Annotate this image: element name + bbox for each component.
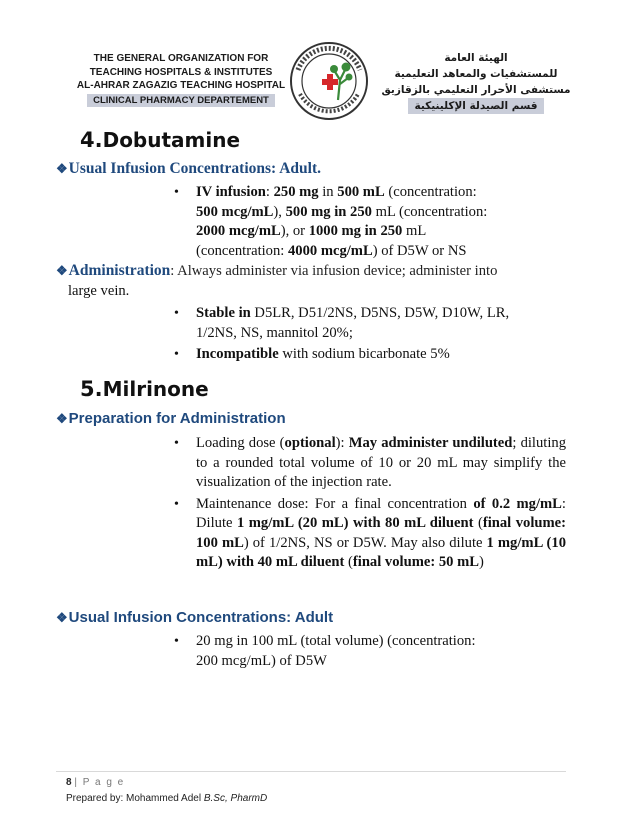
prepared-by: Prepared by: Mohammed Adel [66,793,204,804]
diamond-bullet-icon: ❖ [56,161,68,176]
list-item: • IV infusion: 250 mg in 500 mL (concentration: 500 mcg/mL), 500 mg in 250 mL (concentration: 2000 mcg/mL), or 1000 mg in 250 mL (concentration: 4000 mcg/mL) of D5W or NS [174,183,566,261]
drug-title-milrinone [80,377,209,401]
drug-name: Dobutamine [102,128,241,152]
arabic-line-1: الهيئة العامة [444,52,508,64]
arabic-line-2: للمستشفيات والمعاهد التعليمية [394,68,558,80]
heading-text: Usual Infusion Concentrations: Adult. [68,160,322,177]
list-item: • Stable in D5LR, D51/2NS, D5NS, D5W, D10W, LR, 1/2NS, NS, mannitol 20%; [174,304,566,343]
section-heading-preparation [56,410,286,427]
arabic-line-3: مستشفى الأحرار التعليمي بالزقازيق [381,84,571,96]
milrinone-preparation-list [174,434,566,575]
diamond-bullet-icon: ❖ [56,263,68,278]
footer-divider [56,771,566,772]
org-line-1: THE GENERAL ORGANIZATION FOR [93,53,269,64]
section-heading-infusion-concentrations [56,160,321,178]
department-label: CLINICAL PHARMACY DEPARTEMENT [87,94,275,108]
administration-text: : Always administer via infusion device; administer into [170,263,498,279]
page-number: 8 [66,777,72,788]
credentials: B.Sc, PharmD [203,793,268,804]
diamond-bullet-icon: ❖ [56,411,68,426]
list-item: • Loading dose (optional): May administer undiluted; diluting to a rounded total volume of 10 or 20 mL may simplify the visualization of the injection rate. [174,434,566,493]
list-item: • 20 mg in 100 mL (total volume) (concentration: 200 mcg/mL) of D5W [174,632,566,671]
hospital-logo [288,40,370,122]
header-arabic-name [378,50,574,114]
drug-number: 5. [80,377,103,401]
dobutamine-compatibility-list [174,304,566,367]
diamond-bullet-icon: ❖ [56,610,68,625]
heading-text: Usual Infusion Concentrations: Adult [68,609,334,626]
org-line-3: AL-AHRAR ZAGAZIG TEACHING HOSPITAL [76,80,286,91]
drug-title-dobutamine [80,128,240,152]
page-label: | P a g e [74,777,125,788]
org-line-2: TEACHING HOSPITALS & INSTITUTES [89,66,273,78]
drug-name: Milrinone [102,377,209,401]
page-footer [66,775,267,807]
milrinone-concentration-list [174,632,566,673]
section-heading-milrinone-concentrations [56,609,333,626]
dobutamine-concentration-list [174,183,566,263]
list-item: • Maintenance dose: For a final concentration of 0.2 mg/mL: Dilute 1 mg/mL (20 mL) with 80 mL diluent (final volume: 100 mL) of 1/2NS, NS or D5W. May also dilute 1 mg/mL (10 mL) with 40 mL diluent (final volume: 50 mL) [174,495,566,573]
heading-text: Preparation for Administration [68,410,286,427]
header-org-name [76,52,286,107]
list-item: • Incompatible with sodium bicarbonate 5% [174,345,566,365]
heading-text: Administration [68,262,171,279]
administration-continuation: large vein. [68,283,130,299]
drug-number: 4. [80,128,103,152]
arabic-department-label: قسم الصيدلة الإكلينيكية [408,98,543,114]
section-heading-administration [56,262,497,280]
